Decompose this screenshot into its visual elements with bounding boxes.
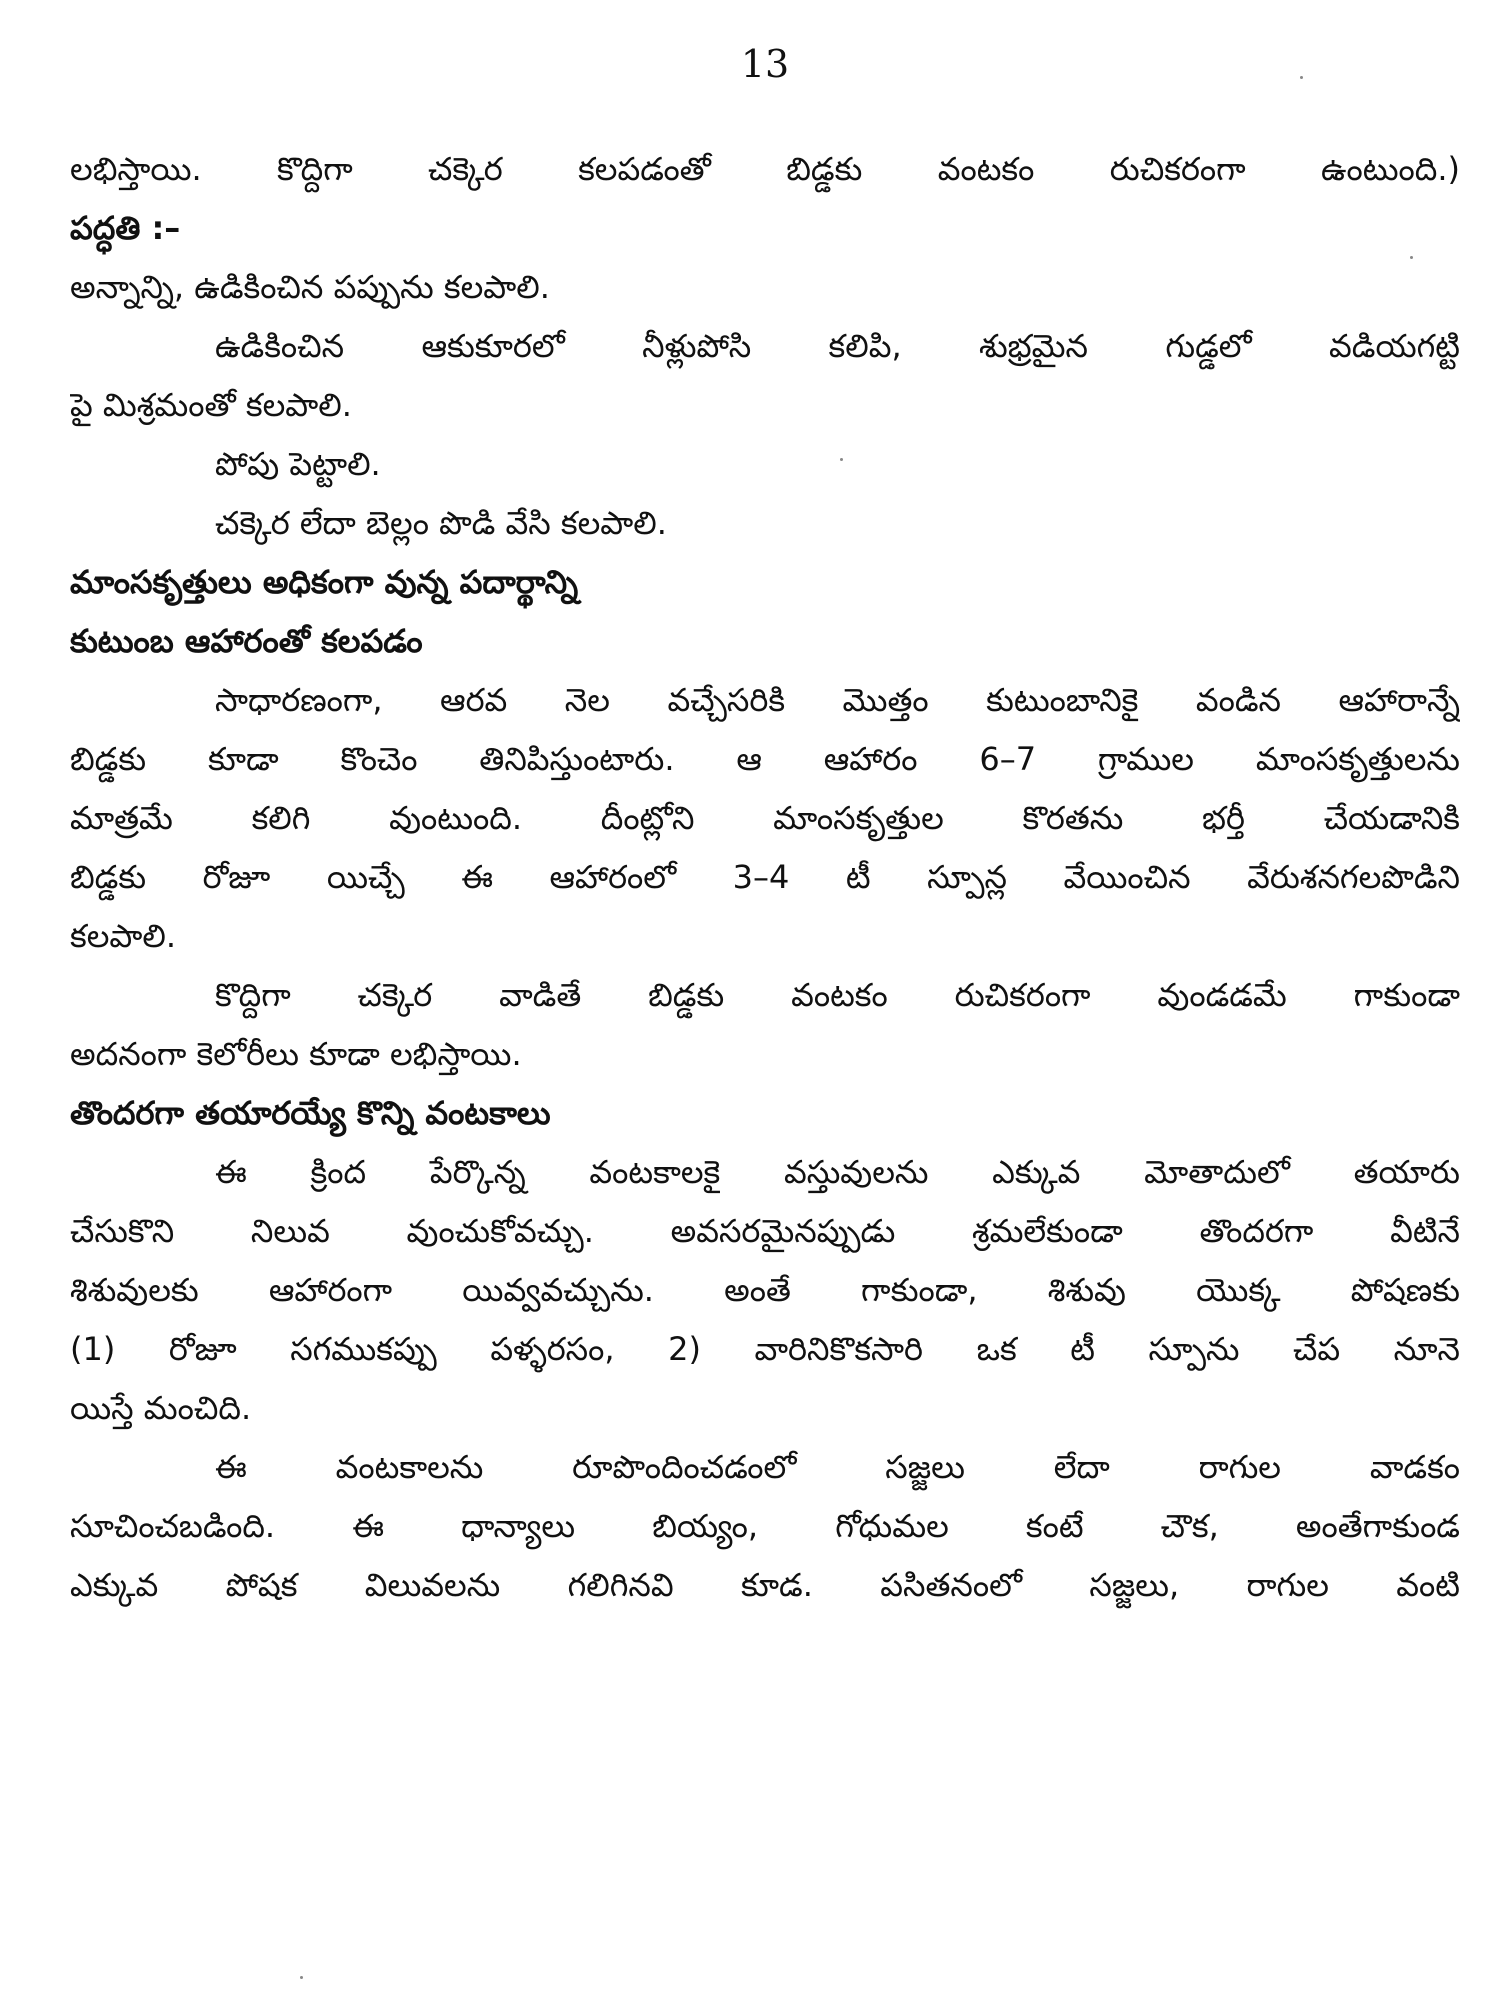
section-heading: పద్ధతి :– <box>70 209 181 247</box>
paragraph-line: ఉడికించిన ఆకుకూరలో నీళ్లుపోసి కలిపి, శుభ్రమైన గుడ్డలో వడియగట్టి <box>215 327 1460 365</box>
paragraph-line: చేసుకొని నిలువ వుంచుకోవచ్చు. అవసరమైనప్పుడు శ్రమలేకుండా తొందరగా వీటినే <box>70 1212 1460 1250</box>
paragraph-line: ఈ క్రింద పేర్కొన్న వంటకాలకై వస్తువులను ఎక్కువ మోతాదులో తయారు <box>215 1153 1460 1191</box>
paragraph-line: చక్కెర లేదా బెల్లం పొడి వేసి కలపాలి. <box>215 504 667 542</box>
page-number: 13 <box>740 42 790 86</box>
paragraph-line: అదనంగా కెలోరీలు కూడా లభిస్తాయి. <box>70 1035 522 1073</box>
scan-speck <box>1300 76 1303 79</box>
paragraph-line: ఎక్కువ పోషక విలువలను గలిగినవి కూడ. పసితనంలో సజ్జలు, రాగుల వంటి <box>70 1566 1460 1604</box>
scan-speck <box>1410 256 1413 259</box>
paragraph-line: కలపాలి. <box>70 917 177 955</box>
scan-speck <box>840 458 843 461</box>
page-body <box>70 140 1460 1615</box>
paragraph-line: పోపు పెట్టాలి. <box>215 445 381 483</box>
paragraph-line: పై మిశ్రమంతో కలపాలి. <box>70 386 352 424</box>
paragraph-line: సాధారణంగా, ఆరవ నెల వచ్చేసరికి మొత్తం కుటుంబానికై వండిన ఆహారాన్నే <box>215 681 1460 719</box>
paragraph-line: అన్నాన్ని, ఉడికించిన పప్పును కలపాలి. <box>70 268 550 306</box>
paragraph-line: (1) రోజూ సగముకప్పు పళ్ళరసం, 2) వారినికొకసారి ఒక టీ స్పూను చేప నూనె <box>70 1330 1460 1368</box>
paragraph-line: శిశువులకు ఆహారంగా యివ్వవచ్చును. అంతే గాకుండా, శిశువు యొక్క పోషణకు <box>70 1271 1460 1309</box>
paragraph-line: సూచించబడింది. ఈ ధాన్యాలు బియ్యం, గోధుమల కంటే చౌక, అంతేగాకుండ <box>70 1507 1460 1545</box>
document-page <box>70 0 1460 2000</box>
scan-speck <box>300 1976 303 1979</box>
paragraph-line: బిడ్డకు కూడా కొంచెం తినిపిస్తుంటారు. ఆ ఆహారం 6–7 గ్రాముల మాంసకృత్తులను <box>70 740 1460 778</box>
paragraph-line: కొద్దిగా చక్కెర వాడితే బిడ్డకు వంటకం రుచికరంగా వుండడమే గాకుండా <box>215 976 1460 1014</box>
paragraph-line: మాత్రమే కలిగి వుంటుంది. దీంట్లోని మాంసకృత్తుల కొరతను భర్తీ చేయడానికి <box>70 799 1460 837</box>
section-heading: తొందరగా తయారయ్యే కొన్ని వంటకాలు <box>70 1094 551 1132</box>
paragraph-line: బిడ్డకు రోజూ యిచ్చే ఈ ఆహారంలో 3–4 టీ స్పూన్ల వేయించిన వేరుశనగలపొడిని <box>70 858 1460 896</box>
paragraph-line: యిస్తే మంచిది. <box>70 1389 252 1427</box>
paragraph-line: లభిస్తాయి. కొద్దిగా చక్కెర కలపడంతో బిడ్డకు వంటకం రుచికరంగా ఉంటుంది.) <box>70 150 1460 188</box>
section-heading: మాంసకృత్తులు అధికంగా వున్న పదార్థాన్ని <box>70 563 579 601</box>
paragraph-line: ఈ వంటకాలను రూపొందించడంలో సజ్జలు లేదా రాగుల వాడకం <box>215 1448 1460 1486</box>
section-heading: కుటుంబ ఆహారంతో కలపడం <box>70 622 423 660</box>
